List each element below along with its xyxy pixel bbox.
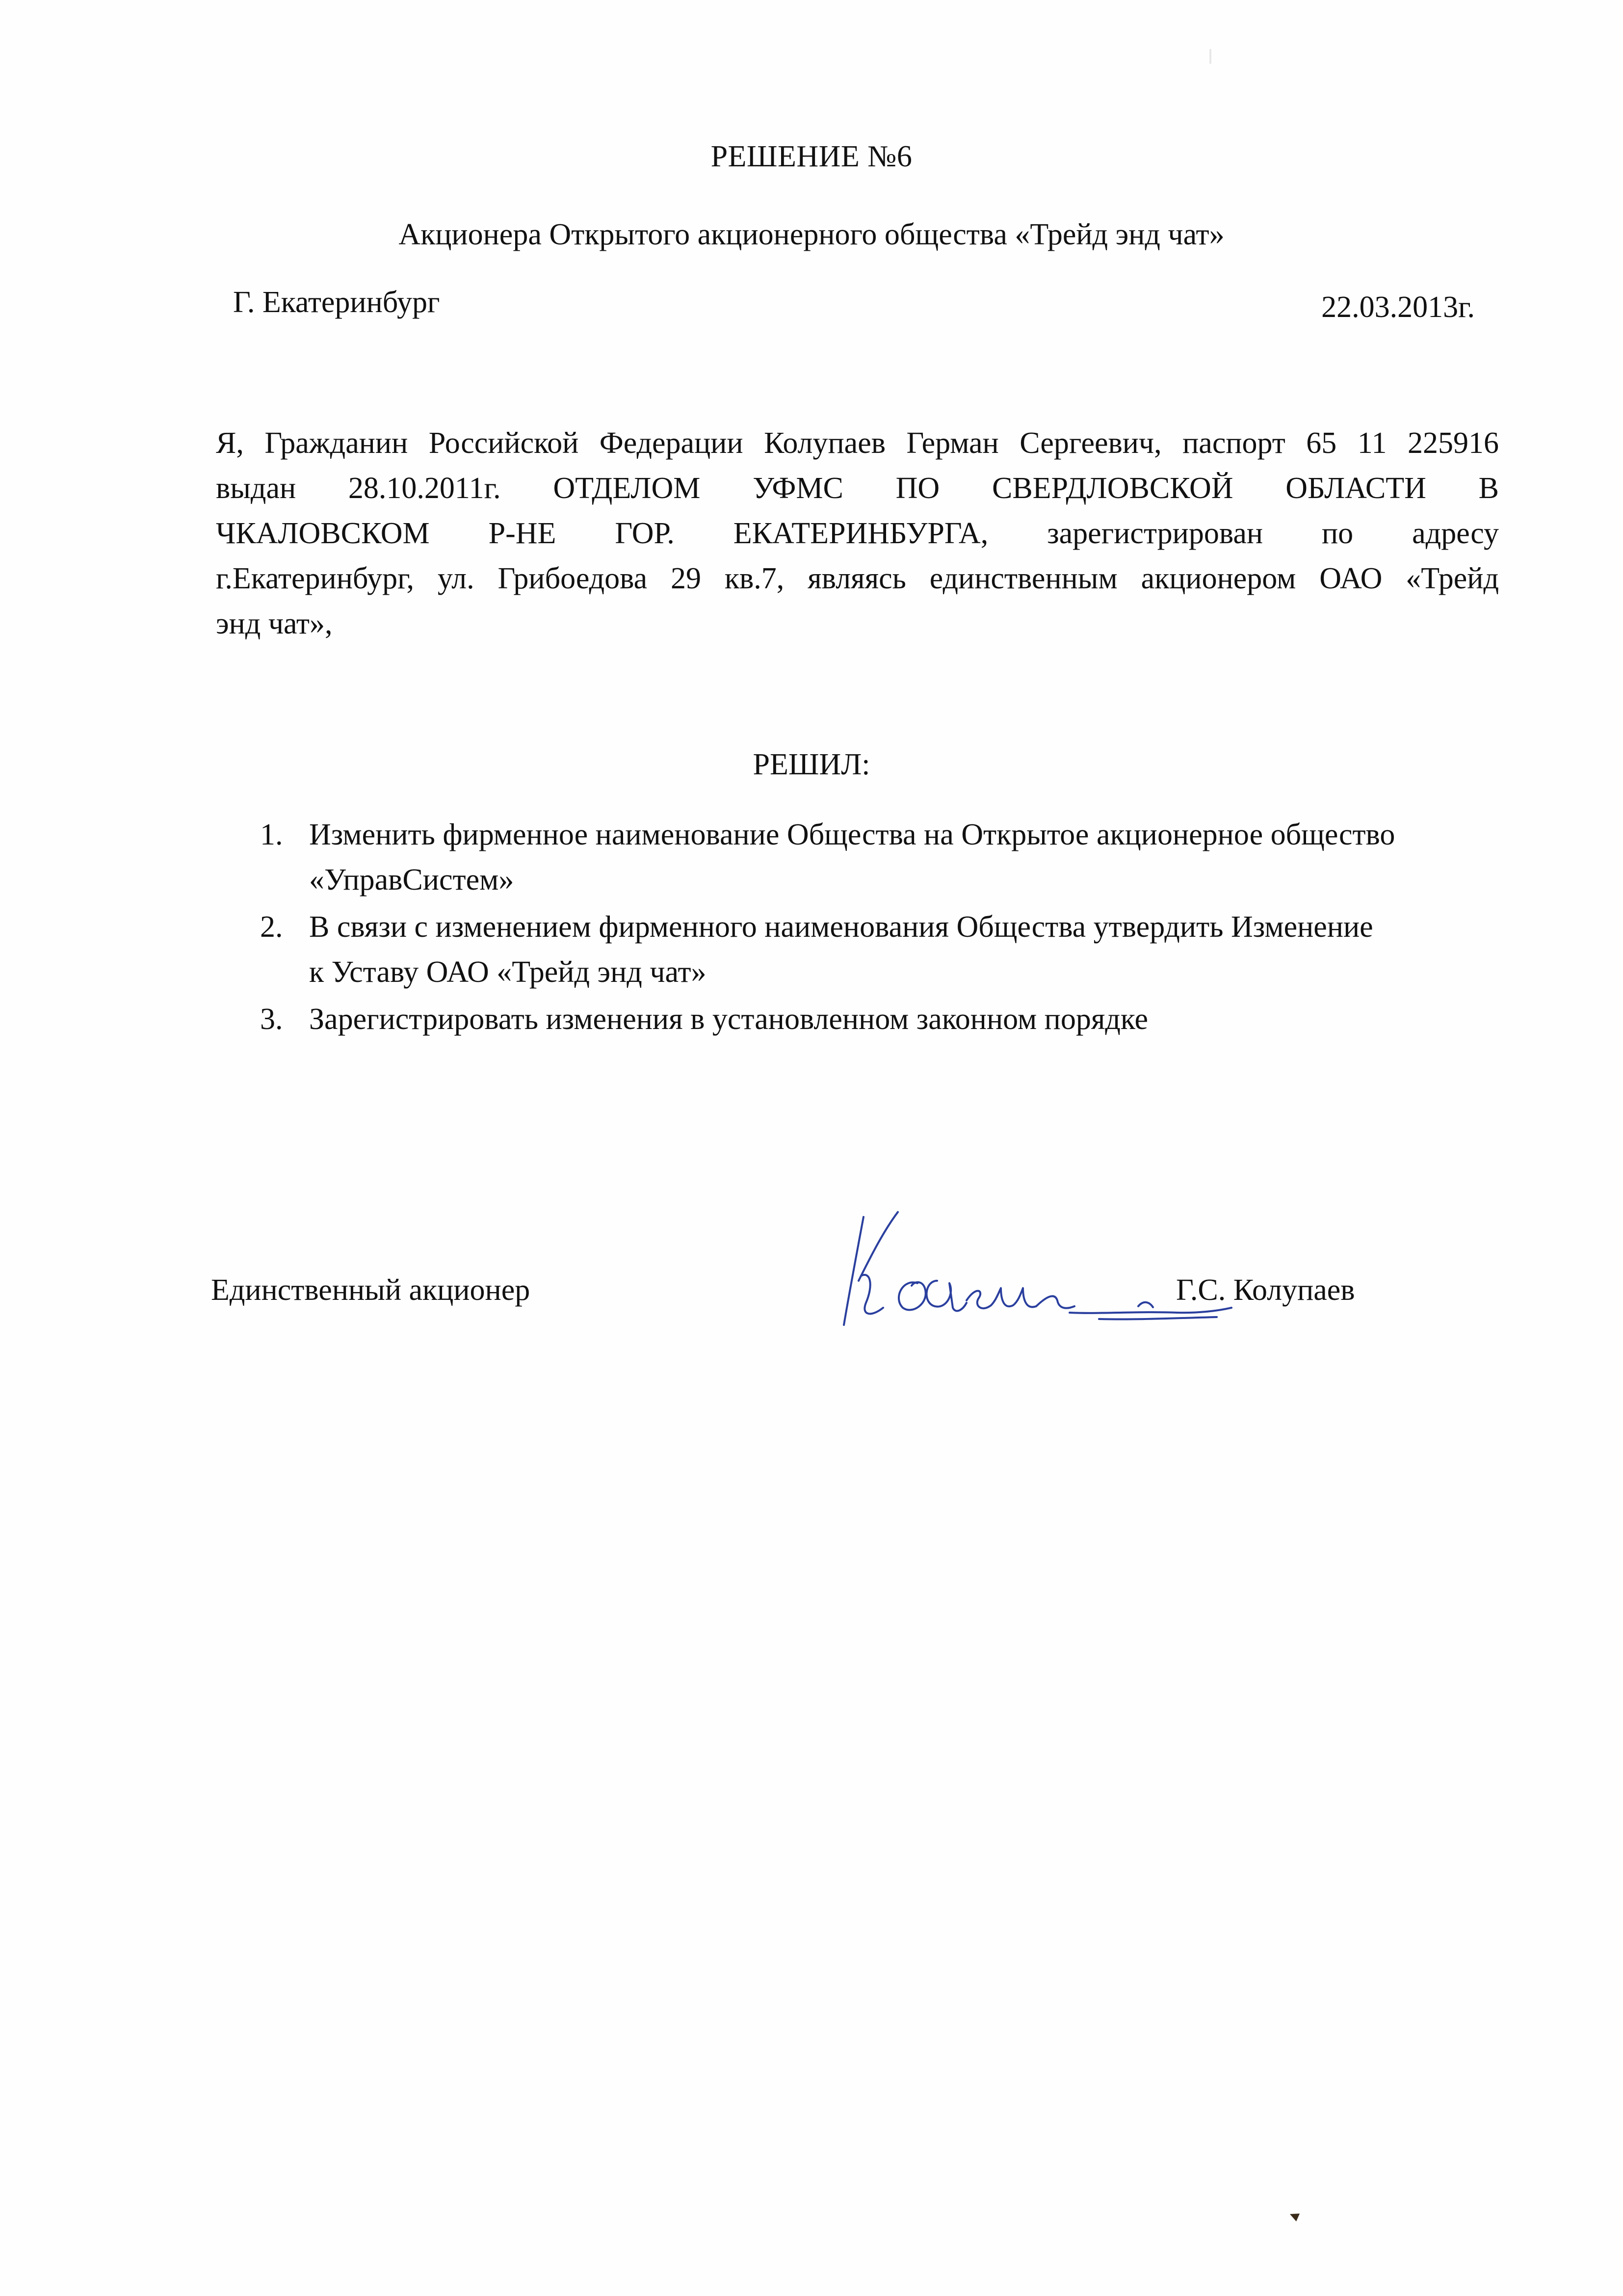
- decision-item: [260, 997, 1511, 1042]
- document-title: РЕШЕНИЕ №6: [710, 140, 913, 173]
- decision-text-line: «УправСистем»: [309, 863, 514, 897]
- body-line: выдан 28.10.2011г. ОТДЕЛОМ УФМС ПО СВЕРДЛОВСКОЙ ОБЛАСТИ В: [216, 472, 1499, 505]
- signatory-role: Единственный акционер: [211, 1273, 530, 1307]
- scan-mark: [1209, 49, 1211, 64]
- decision-text-line: В связи с изменением фирменного наименования Общества утвердить Изменение: [309, 910, 1373, 944]
- body-line: ЧКАЛОВСКОМ Р-НЕ ГОР. ЕКАТЕРИНБУРГА, зарегистрирован по адресу: [216, 517, 1499, 550]
- decision-number: 2.: [260, 910, 283, 944]
- decision-item: [260, 812, 1511, 902]
- body-line: энд чат»,: [216, 607, 333, 640]
- document-city: Г. Екатеринбург: [233, 286, 440, 319]
- decision-list: [260, 812, 1511, 1044]
- decided-heading: РЕШИЛ:: [753, 748, 870, 781]
- body-line: г.Екатеринбург, ул. Грибоедова 29 кв.7, являясь единственным акционером ОАО «Трейд: [216, 562, 1499, 595]
- document-body: [216, 421, 1499, 646]
- handwritten-signature: [824, 1197, 1241, 1345]
- decision-text-line: Изменить фирменное наименование Общества на Открытое акционерное общество: [309, 818, 1395, 851]
- decision-item: [260, 904, 1511, 995]
- document-subtitle: Акционера Открытого акционерного общества «Трейд энд чат»: [398, 218, 1225, 251]
- decision-text-line: к Уставу ОАО «Трейд энд чат»: [309, 955, 707, 989]
- decision-number: 3.: [260, 1003, 283, 1036]
- decision-number: 1.: [260, 818, 283, 851]
- decision-text-line: Зарегистрировать изменения в установленном законном порядке: [309, 1003, 1149, 1036]
- scan-speck: [1289, 2213, 1300, 2222]
- document-date: 22.03.2013г.: [1321, 290, 1475, 324]
- body-line: Я, Гражданин Российской Федерации Колупаев Герман Сергеевич, паспорт 65 11 225916: [216, 426, 1499, 460]
- signatory-name: Г.С. Колупаев: [1176, 1273, 1355, 1307]
